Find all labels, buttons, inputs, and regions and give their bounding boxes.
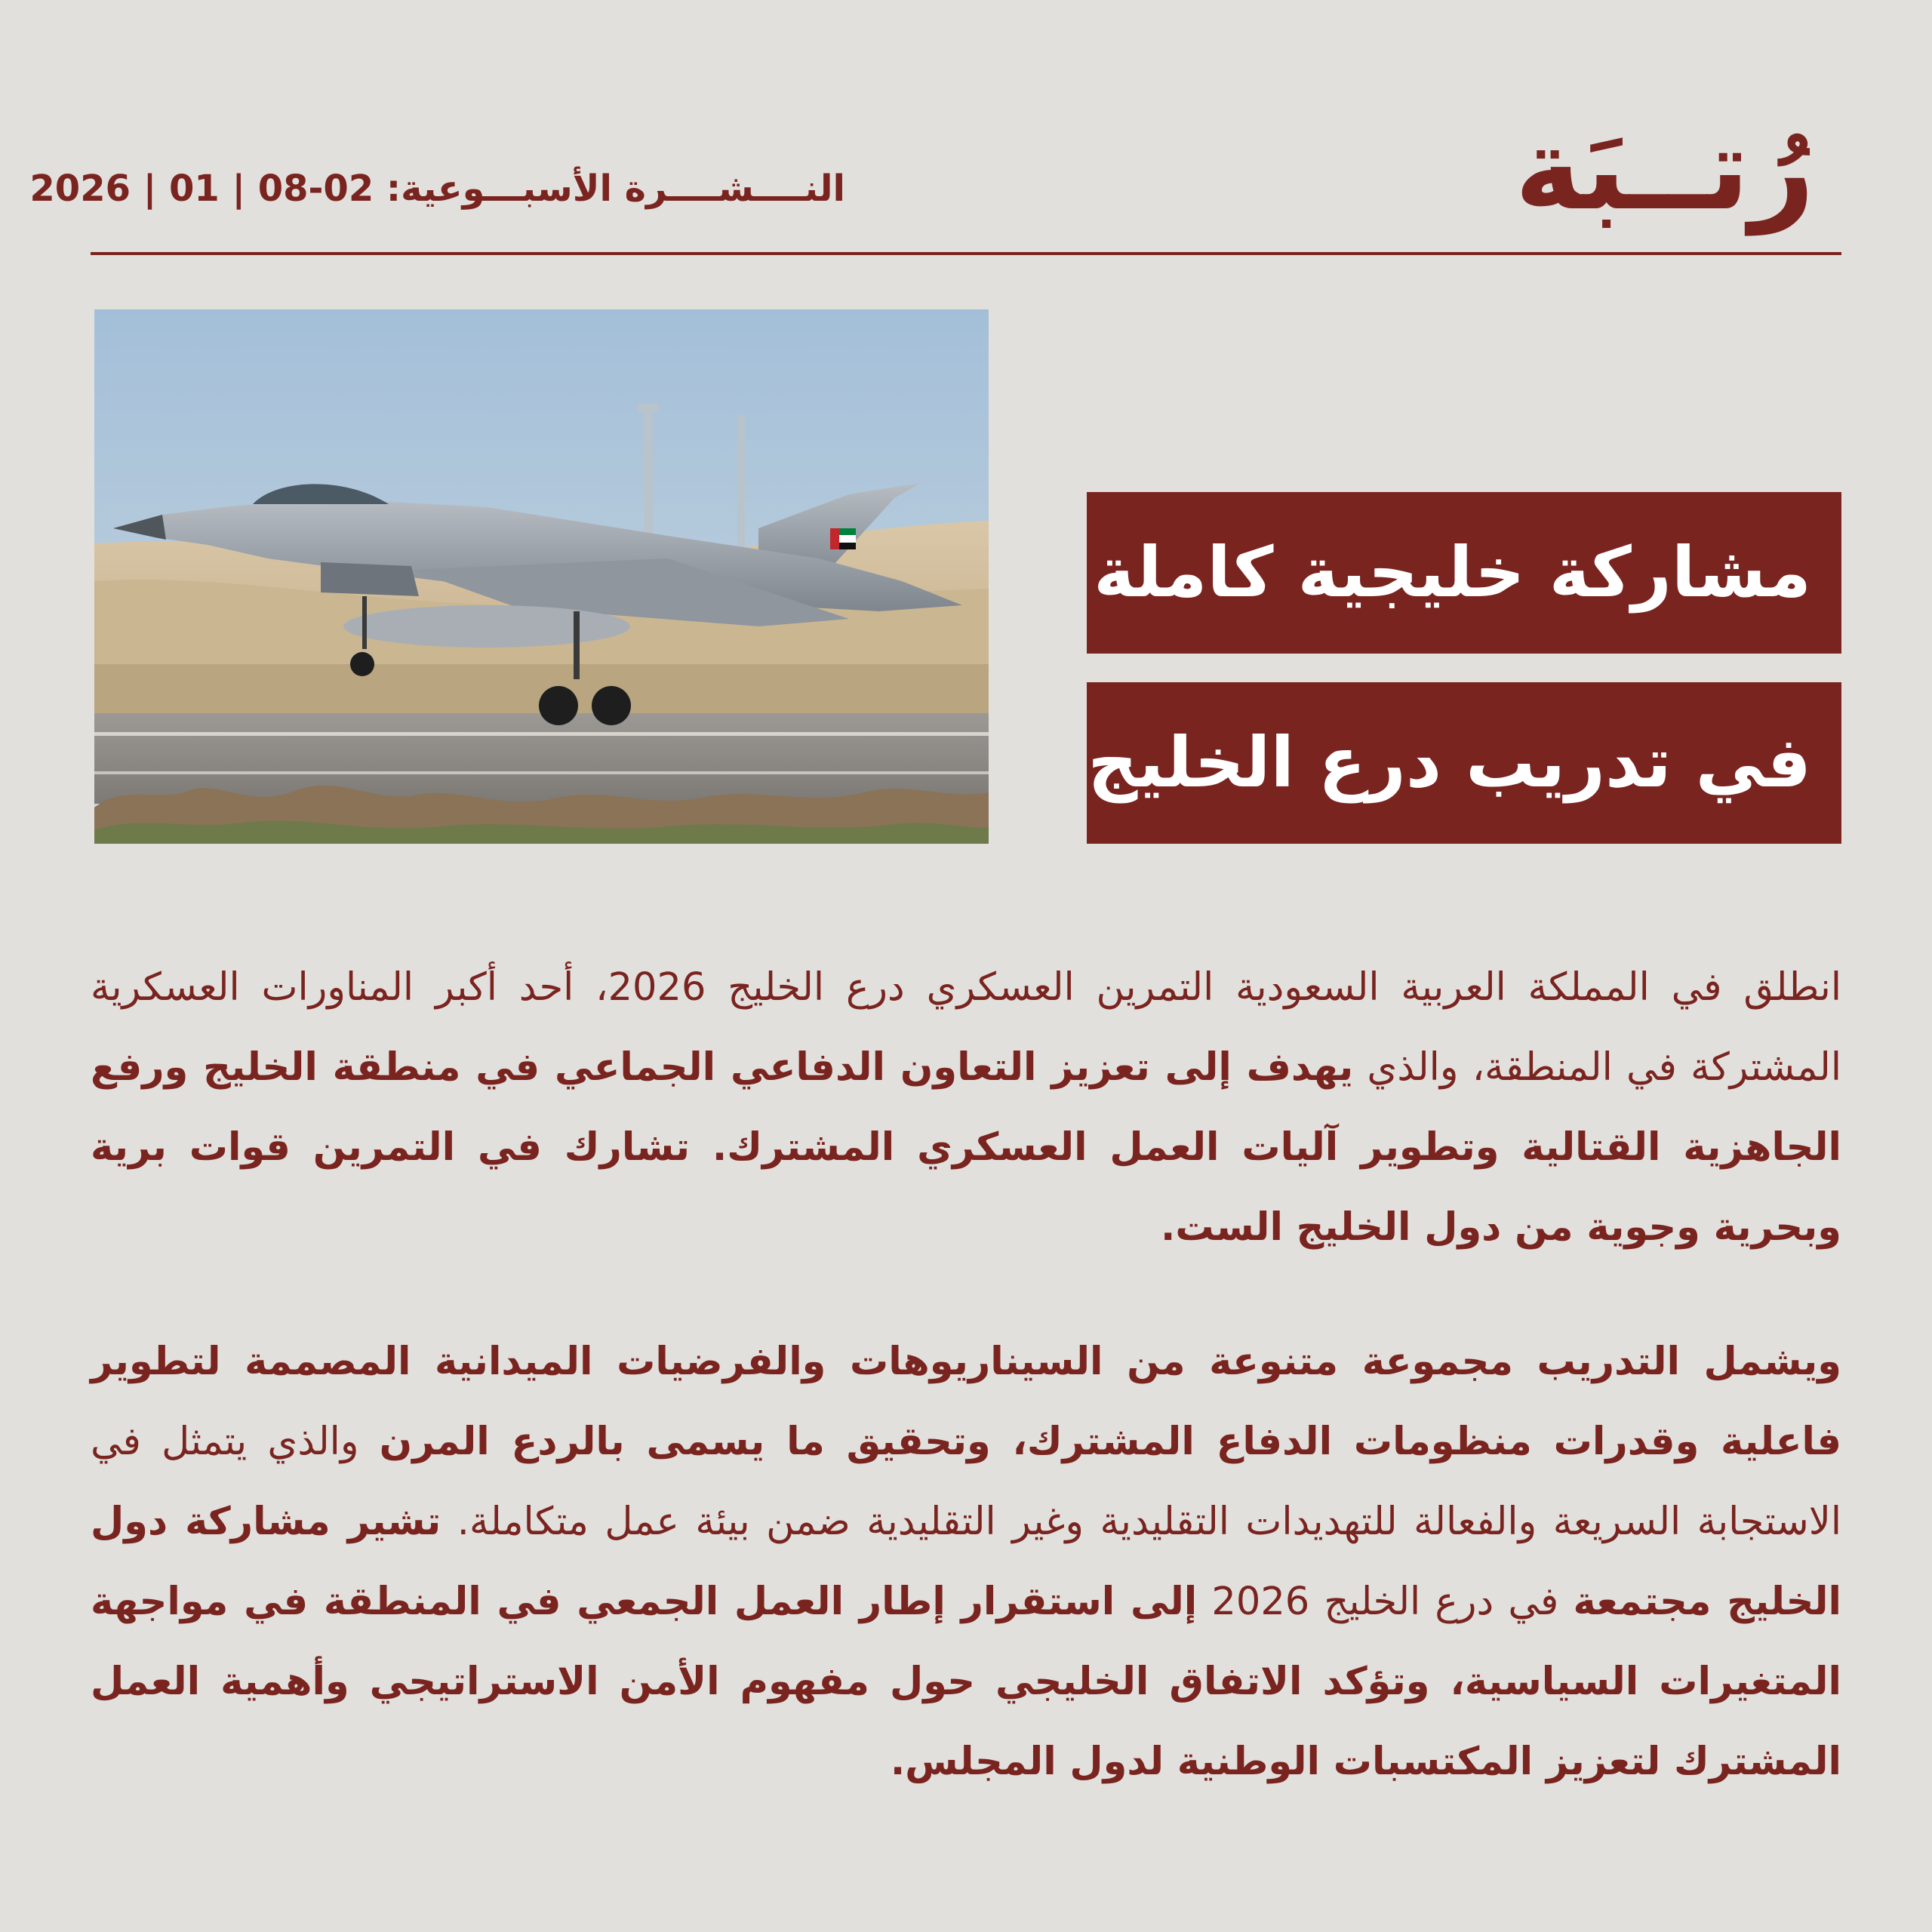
paragraph-2-bold-2: تشير مشاركة دول الخليج مجتمعة [91,1500,1842,1624]
paragraph-1-regular: انطلق في المملكة العربية السعودية التمرين العسكري درع الخليج 2026، أحد أكبر المناورات العسكرية المشتركة في المنطقة، والذي [91,965,1841,1090]
header-divider [91,252,1841,255]
paragraph-2-bold-3: إلى استقرار إطار العمل الجمعي في المنطقة في مواجهة المتغيرات السياسية، وتؤكد الاتفاق الخليجي حول مفهوم الأمن الاستراتيجي وأهمية العمل المشترك لتعزيز المكتسبات الوطنية لدول المجلس. [91,1580,1841,1784]
article-paragraph-1 [91,948,1841,1268]
article-paragraph-2 [91,1322,1841,1802]
issue-info: النــــشــــرة الأسبـــوعية: 02-08 | 01 | 2026 [29,168,845,210]
headline-line-2: في تدريب درع الخليج [1087,682,1841,844]
paragraph-2-regular-2: في درع الخليج 2026 [1197,1580,1574,1624]
headline-line-1: مشاركة خليجية كاملة [1087,492,1841,654]
paragraph-2-bold-1: ويشمل التدريب مجموعة متنوعة من السيناريوهات والفرضيات الميدانية المصممة لتطوير فاعلية وقدرات منظومات الدفاع المشترك، وتحقيق ما يسمى بالردع المرن [91,1340,1841,1464]
news-photo [94,309,989,844]
fighter-jet-illustration [94,309,989,844]
paragraph-1-bold: يهدف إلى تعزيز التعاون الدفاعي الجماعي في منطقة الخليج ورفع الجاهزية القتالية وتطوير آليات العمل العسكري المشترك. تشارك في التمرين قوات برية وبحرية وجوية من دول الخليج الست. [91,1045,1841,1250]
brand-logo-text: رُتــبَة [1515,104,1815,235]
paragraph-2-regular-1: والذي يتمثل في الاستجابة السريعة والفعالة للتهديدات التقليدية وغير التقليدية ضمن بيئة عمل متكاملة. [91,1420,1842,1544]
brand-logo [1515,106,1847,234]
